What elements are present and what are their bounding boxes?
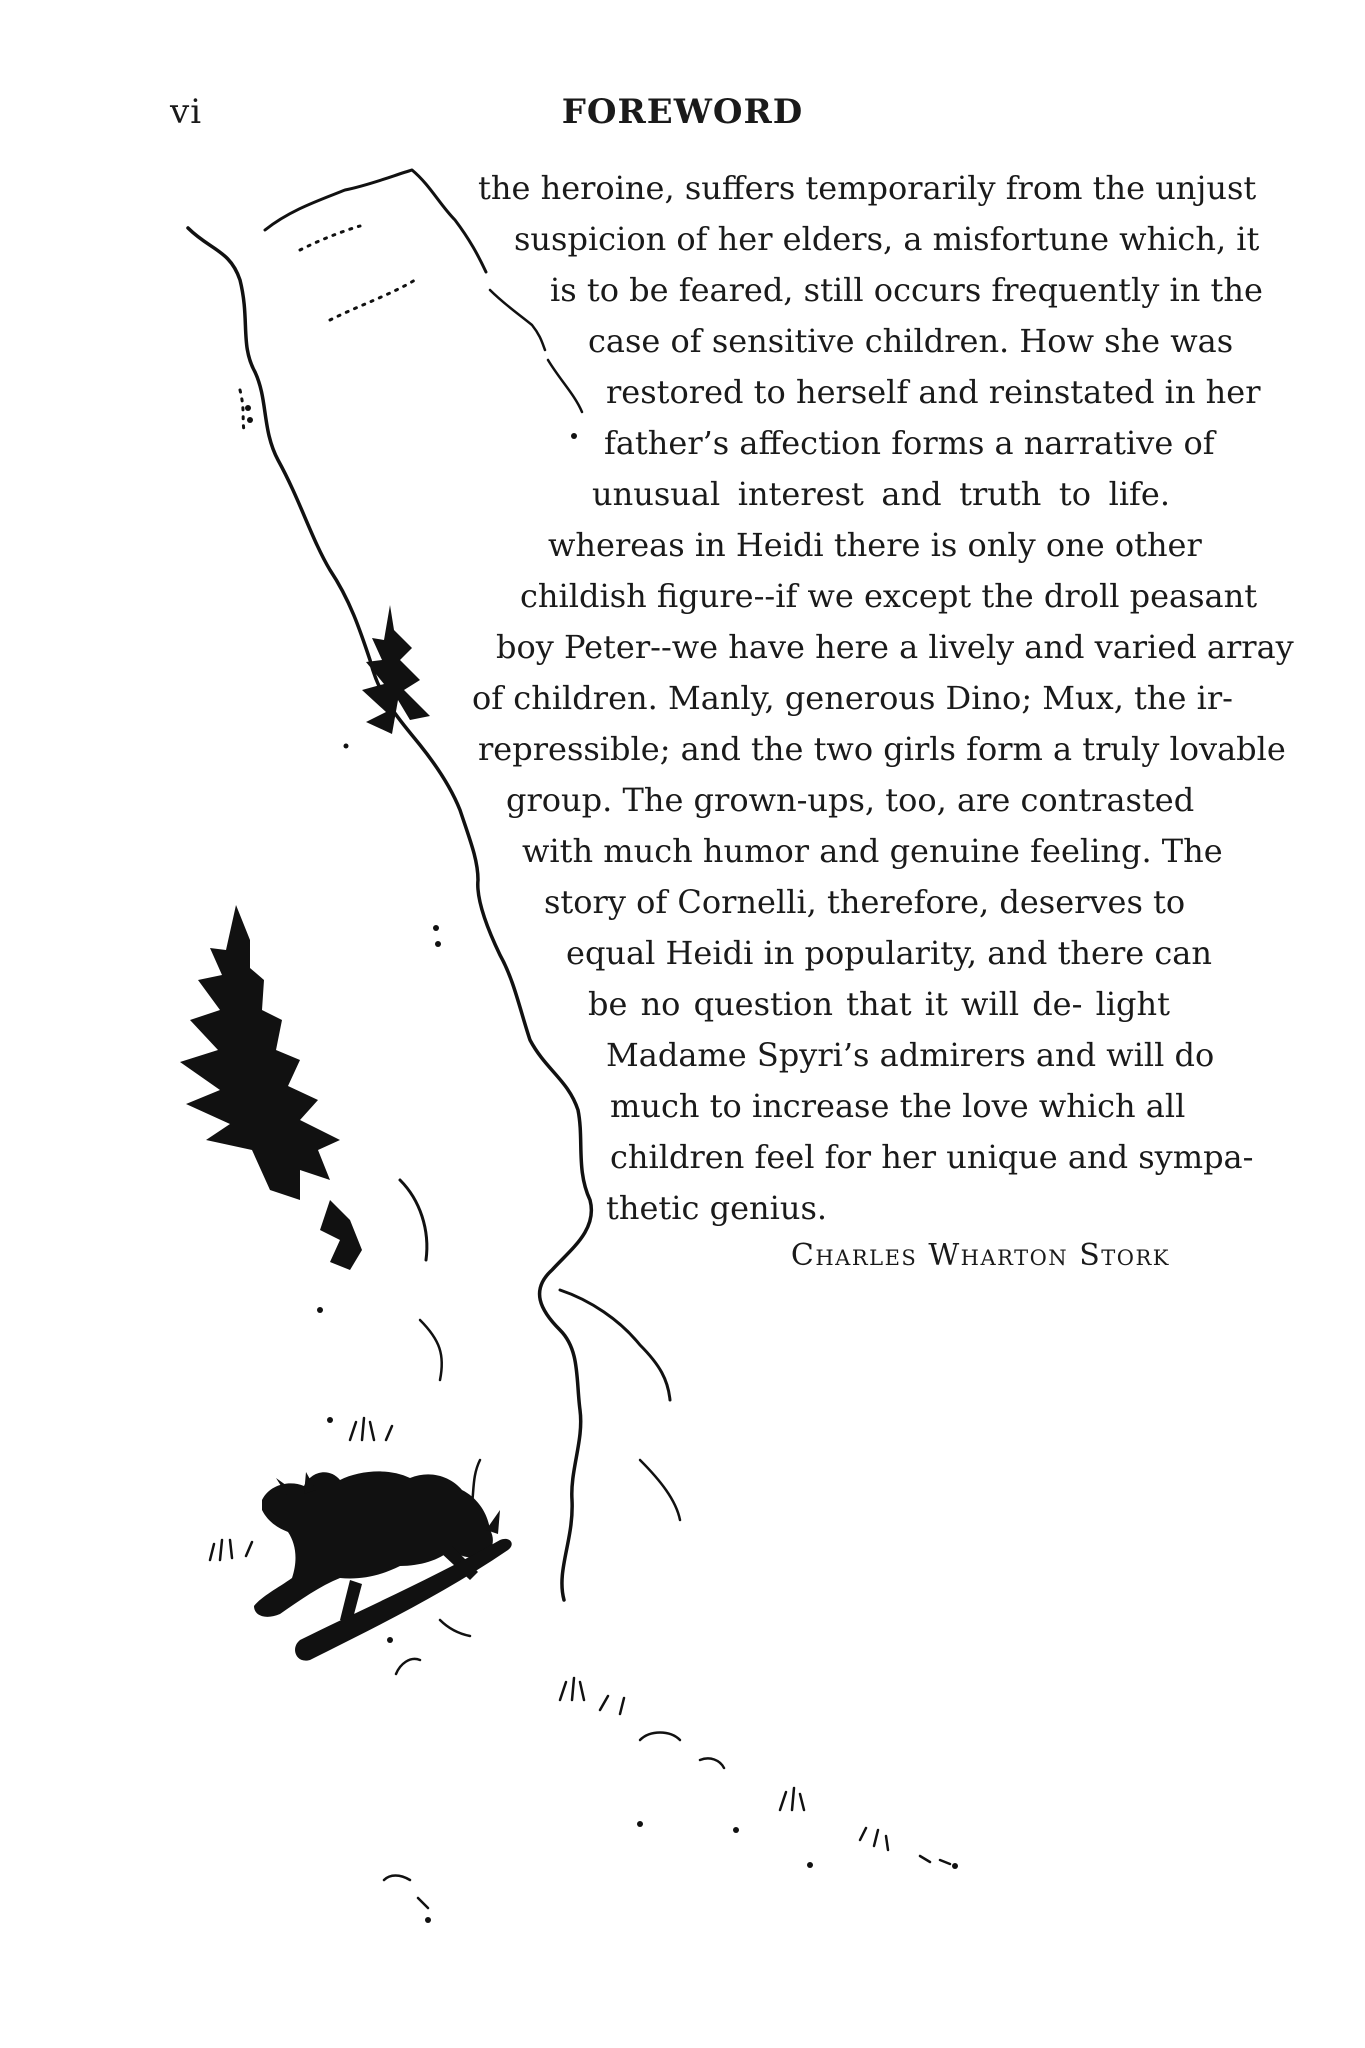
- text-line: thetic genius.: [606, 1189, 828, 1227]
- text-line: Madame Spyri’s admirers and will do: [606, 1036, 1215, 1074]
- text-line: unusual interest and truth to life.: [592, 475, 1170, 513]
- text-line: with much humor and genuine feeling. The: [522, 832, 1223, 870]
- text-line: the heroine, suffers temporarily from the unjust: [478, 169, 1257, 207]
- text-line: suspicion of her elders, a misfortune which, it: [514, 220, 1260, 258]
- running-head: FOREWORD: [561, 92, 804, 132]
- text-line: boy Peter--we have here a lively and varied array: [496, 628, 1294, 666]
- text-line: much to increase the love which all: [610, 1087, 1186, 1125]
- text-line: repressible; and the two girls form a truly lovable: [478, 730, 1286, 768]
- text-line: whereas in Heidi there is only one other: [548, 526, 1202, 564]
- text-line: restored to herself and reinstated in her: [606, 373, 1261, 411]
- ridge-line: [188, 228, 591, 1600]
- text-line: equal Heidi in popularity, and there can: [566, 934, 1212, 972]
- text-line: childish figure--if we except the droll peasant: [520, 577, 1258, 615]
- text-line: be no question that it will de- light: [588, 985, 1170, 1023]
- text-line: group. The grown-ups, too, are contrasted: [506, 781, 1195, 819]
- text-line: children feel for her unique and sympa-: [610, 1138, 1254, 1176]
- text-line: story of Cornelli, therefore, deserves to: [544, 883, 1186, 921]
- text-line: father’s affection forms a narrative of: [604, 424, 1215, 462]
- text-line: case of sensitive children. How she was: [588, 322, 1234, 360]
- page-number: vi: [170, 92, 203, 132]
- fir-tree-large: [180, 905, 362, 1270]
- text-line: is to be feared, still occurs frequently in the: [550, 271, 1263, 309]
- text-line: of children. Manly, generous Dino; Mux, the ir-: [472, 679, 1233, 717]
- author-signature: Charles Wharton Stork: [790, 1238, 1170, 1273]
- peak-line: [265, 170, 486, 272]
- goat-drawing: [254, 1471, 512, 1660]
